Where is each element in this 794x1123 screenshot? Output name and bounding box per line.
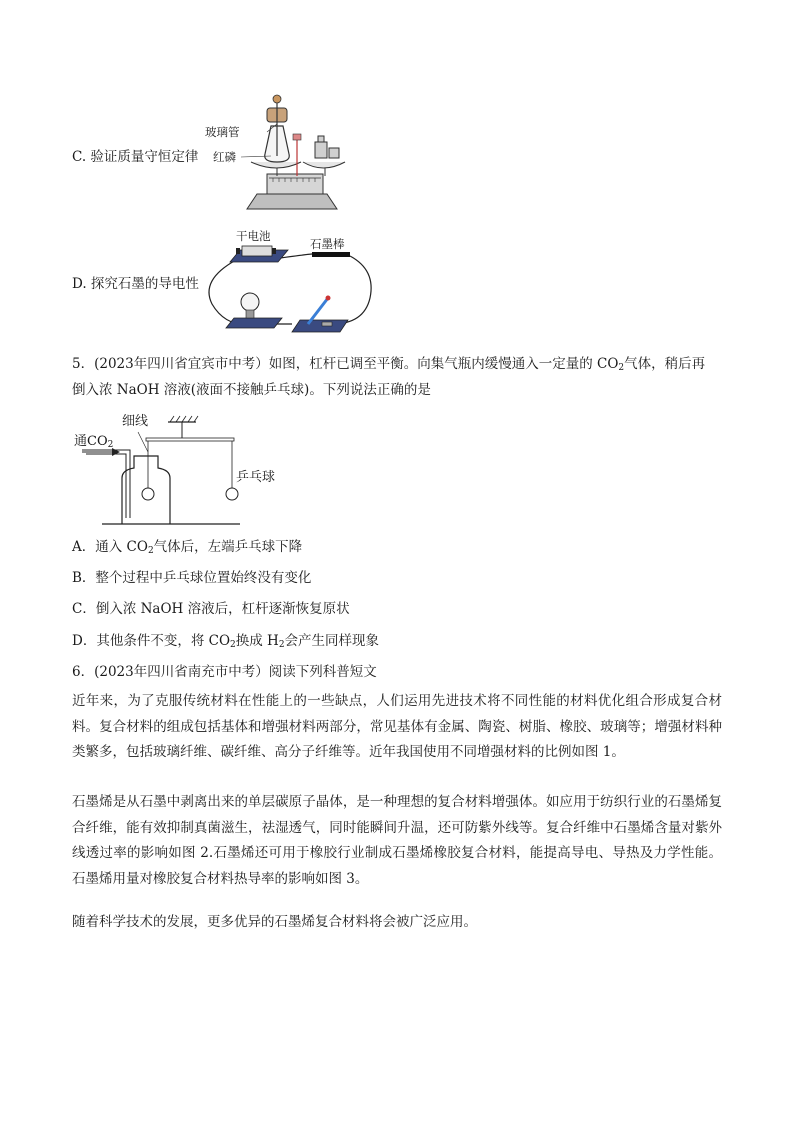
option-d-label: D. 探究石墨的导电性 [72, 276, 199, 292]
q6-paragraph-2: 石墨烯是从石墨中剥离出来的单层碳原子晶体，是一种理想的复合材料增强体。如应用于纺织行业的石墨烯复合纤维，能有效抑制真菌滋生，祛湿透气，同时能瞬间升温，还可防紫外线等。复合纤维中石墨烯含量对紫外线透过率的影响如图 2.石墨烯还可用于橡胶行业制成石墨烯橡胶复合材料，能提高导电、导热及力学性能。石墨烯用量对橡胶复合材料热导率的影响如图 3。 [72, 794, 722, 887]
q5-option-c[interactable]: C．倒入浓 NaOH 溶液后，杠杆逐渐恢复原状 [72, 601, 350, 617]
q6-title: 6．(2023年四川省南充市中考）阅读下列科普短文 [72, 664, 377, 680]
q5-option-a[interactable]: A．通入 $CO_2$气体后，左端乒乓球下降 [72, 539, 303, 556]
thread-label: 细线 [122, 414, 149, 429]
q6-paragraph-1: 近年来，为了克服传统材料在性能上的一些缺点，人们运用先进技术将不同性能的材料优化组合形成复合材料。复合材料的组成包括基体和增强材料两部分，常见基体有金属、陶瓷、树脂、橡胶、玻璃等；增强材料种类繁多，包括玻璃纤维、碳纤维、高分子纤维等。近年我国使用不同增强材料的比例如图 1。 [72, 693, 722, 760]
q5-option-d[interactable]: D．其他条件不变，将 $CO_2$换成 $H_2$会产生同样现象 [72, 633, 380, 650]
q6-paragraph-3: 随着科学技术的发展，更多优异的石墨烯复合材料将会被广泛应用。 [72, 914, 477, 930]
option-c-label: C. 验证质量守恒定律 [72, 149, 199, 165]
glass-tube-label: 玻璃管 [205, 125, 240, 139]
battery-label: 干电池 [236, 229, 271, 243]
co2-inlet-label: 通$CO_2$ [74, 434, 114, 450]
q5-stem-line1: 5．(2023年四川省宜宾市中考）如图，杠杆已调至平衡。向集气瓶内缓慢通入一定量的 $CO_2$气体，稍后再 [72, 356, 706, 373]
graphite-rod-label: 石墨棒 [310, 237, 345, 251]
q5-stem-line2: 倒入浓 NaOH 溶液(液面不接触乒乓球)。下列说法正确的是 [72, 382, 431, 398]
q5-option-b[interactable]: B．整个过程中乒乓球位置始终没有变化 [72, 570, 312, 586]
ping-pong-label: 乒乓球 [236, 470, 276, 485]
red-phosphorus-label: 红磷 [213, 150, 236, 164]
graphite-circuit-diagram [200, 240, 380, 340]
